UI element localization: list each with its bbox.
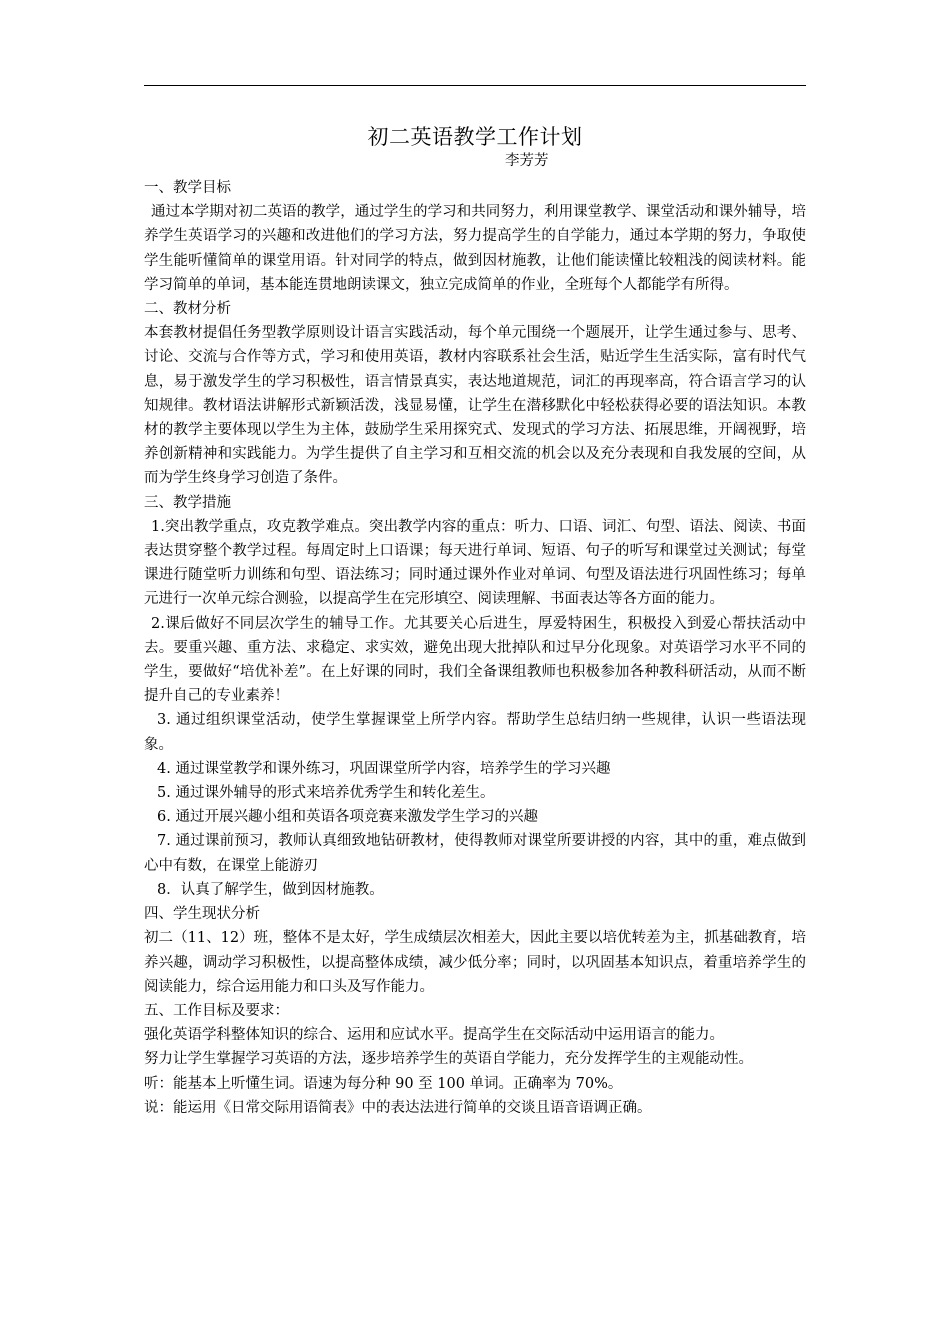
- list-item: 2.课后做好不同层次学生的辅导工作。尤其要关心后进生，厚爱特困生，积极投入到爱心帮扶活动中去。要重兴趣、重方法、求稳定、求实效，避免出现大批掉队和过早分化现象。对英语学习水平不同的学生，要做好“培优补差”。在上好课的同时，我们全备课组教师也积极参加各种教科研活动，从而不断提升自己的专业素养！: [144, 615, 806, 705]
- list-item: 8．认真了解学生，做到因材施教。: [157, 881, 384, 898]
- list-item: 7. 通过课前预习，教师认真细致地钻研教材，使得教师对课堂所要讲授的内容，其中的重，难点做到心中有数，在课堂上能游刃: [144, 833, 806, 874]
- header-rule: [144, 85, 806, 86]
- list-item: 5. 通过课外辅导的形式来培养优秀学生和转化差生。: [157, 785, 495, 802]
- section-heading: 四、学生现状分析: [144, 906, 260, 923]
- paragraph: 初二（11、12）班，整体不是太好，学生成绩层次相差大，因此主要以培优转差为主，抓基础教育，培养兴趣，调动学习积极性，以提高整体成绩，减少低分率；同时，以巩固基本知识点，着重培养学生的阅读能力，综合运用能力和口头及写作能力。: [144, 930, 806, 995]
- section-heading: 一、教学目标: [144, 180, 231, 196]
- section-heading: 五、工作目标及要求：: [144, 1002, 289, 1019]
- paragraph: 努力让学生掌握学习英语的方法，逐步培养学生的英语自学能力，充分发挥学生的主观能动性。: [144, 1051, 753, 1068]
- list-item: 4. 通过课堂教学和课外练习，巩固课堂所学内容，培养学生的学习兴趣: [157, 760, 611, 777]
- section-heading: 二、教材分析: [144, 301, 231, 318]
- paragraph: 听：能基本上听懂生词。语速为每分种 90 至 100 单词。正确率为 70%。: [144, 1075, 623, 1092]
- paragraph: 本套教材提倡任务型教学原则设计语言实践活动，每个单元围绕一个题展开，让学生通过参与、思考、讨论、交流与合作等方式，学习和使用英语，教材内容联系社会生活，贴近学生生活实际，富有时代气息，易于激发学生的学习积极性，语言情景真实，表达地道规范，词汇的再现率高，符合语言学习的认知规律。教材语法讲解形式新颖活泼，浅显易懂，让学生在潜移默化中轻松获得必要的语法知识。本教材的教学主要体现以学生为主体，鼓励学生采用探究式、发现式的学习方法、拓展思维，开阔视野，培养创新精神和实践能力。为学生提供了自主学习和互相交流的机会以及充分表现和自我发展的空间，从而为学生终身学习创造了条件。: [144, 325, 806, 487]
- paragraph: 说：能运用《日常交际用语简表》中的表达法进行简单的交谈且语音语调正确。: [144, 1099, 652, 1116]
- list-item: 1.突出教学重点，攻克教学难点。突出教学内容的重点：听力、口语、词汇、句型、语法、阅读、书面表达贯穿整个教学过程。每周定时上口语课；每天进行单词、短语、句子的听写和课堂过关测试；每堂课进行随堂听力训练和句型、语法练习；同时通过课外作业对单词、句型及语法进行巩固性练习；每单元进行一次单元综合测验，以提高学生在完形填空、阅读理解、书面表达等各方面的能力。: [144, 518, 806, 608]
- paragraph: 强化英语学科整体知识的综合、运用和应试水平。提高学生在交际活动中运用语言的能力。: [144, 1027, 724, 1044]
- document-author: 李芳芳: [505, 153, 549, 169]
- section-heading: 三、教学措施: [144, 494, 231, 511]
- document-title: 初二英语教学工作计划: [367, 125, 583, 149]
- list-item: 6. 通过开展兴趣小组和英语各项竞赛来激发学生学习的兴趣: [157, 809, 538, 826]
- list-item: 3. 通过组织课堂活动，使学生掌握课堂上所学内容。帮助学生总结归纳一些规律，认识一些语法现象。: [144, 712, 806, 753]
- document-body: [144, 176, 806, 1120]
- paragraph: 通过本学期对初二英语的教学，通过学生的学习和共同努力，利用课堂教学、课堂活动和课外辅导，培养学生英语学习的兴趣和改进他们的学习方法，努力提高学生的自学能力，通过本学期的努力，争取使学生能听懂简单的课堂用语。针对同学的特点，做到因材施教，让他们能读懂比较粗浅的阅读材料。能学习简单的单词，基本能连贯地朗读课文，独立完成简单的作业，全班每个人都能学有所得。: [144, 204, 806, 293]
